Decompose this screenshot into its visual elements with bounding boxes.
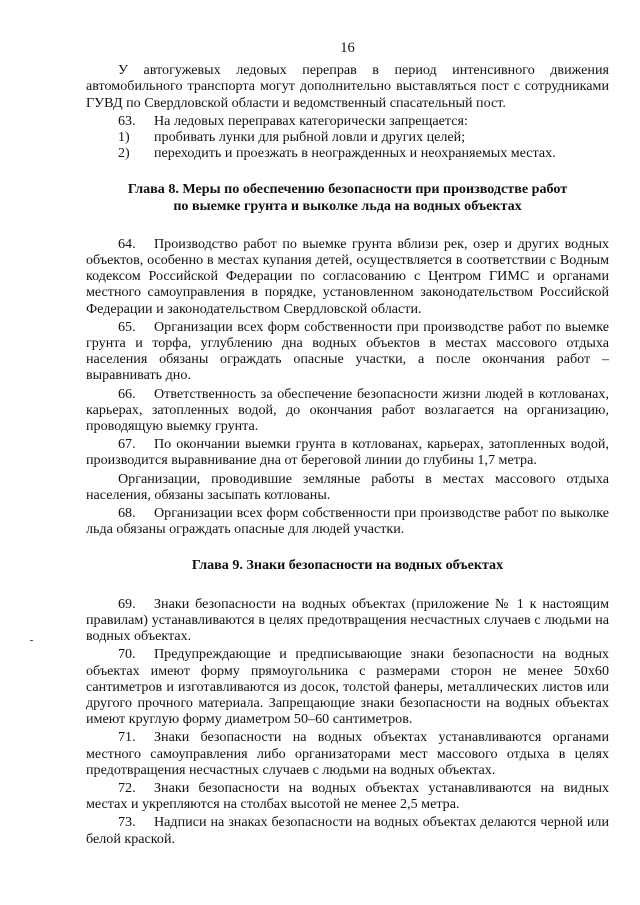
paragraph-text: Производство работ по выемке грунта вблизи рек, озер и других водных объектов, особенно в местах купания детей, осуществляется в соответствии с Водным кодексом Российской Федерации по согласованию с Центром ГИМС и органами местного самоуправления в порядке, установленном законодательством Российской Федерации и законодательством Свердловской области. bbox=[86, 235, 609, 317]
chapter-8-heading bbox=[86, 181, 609, 213]
paragraph-67 bbox=[86, 436, 609, 468]
paragraph-64 bbox=[86, 236, 609, 317]
margin-mark bbox=[30, 640, 33, 641]
paragraph-63 bbox=[86, 113, 609, 129]
paragraph-text: Ответственность за обеспечение безопасности жизни людей в котлованах, карьерах, затопленных водой, до окончания работ возлагается на организацию, проводящую выемку грунта. bbox=[86, 385, 609, 435]
paragraph-text: По окончании выемки грунта в котлованах, карьерах, затопленных водой, производится выравнивание дна от береговой линии до глубины 1,7 метра. bbox=[86, 436, 609, 469]
paragraph-67-continued: Организации, проводившие земляные работы в местах массового отдыха населения, обязаны засыпать котлованы. bbox=[86, 470, 609, 503]
paragraph-number: 65. bbox=[118, 318, 136, 335]
list-text: пробивать лунки для рыбной ловли и других целей; bbox=[154, 129, 466, 146]
paragraph-text: Знаки безопасности на водных объектах (приложение № 1 к настоящим правилам) устанавливаются в целях предотвращения несчастных случаев с людьми на водных объектах. bbox=[86, 595, 609, 645]
paragraph-66 bbox=[86, 386, 609, 435]
paragraph-65 bbox=[86, 319, 609, 384]
paragraph-number: 73. bbox=[118, 814, 136, 831]
chapter-9-title: Глава 9. Знаки безопасности на водных объектах bbox=[191, 557, 504, 574]
document-page bbox=[86, 40, 609, 847]
paragraph-71 bbox=[86, 729, 609, 778]
paragraph-number: 70. bbox=[118, 646, 136, 663]
paragraph-73 bbox=[86, 814, 609, 846]
chapter-9-heading bbox=[86, 557, 609, 573]
chapter-8-title-line-1: Глава 8. Меры по обеспечению безопасности при производстве работ bbox=[127, 181, 568, 198]
paragraph-text: Знаки безопасности на водных объектах устанавливаются органами местного самоуправления либо организаторами мест массового отдыха в целях предотвращения несчастных случаев с людьми на водных объектах. bbox=[86, 729, 609, 778]
paragraph-69 bbox=[86, 596, 609, 645]
paragraph-text: Надписи на знаках безопасности на водных объектах делаются черной или белой краской. bbox=[86, 814, 609, 847]
list-number: 1) bbox=[118, 129, 130, 146]
list-number: 2) bbox=[118, 145, 130, 162]
paragraph-72 bbox=[86, 780, 609, 812]
paragraph-number: 71. bbox=[118, 729, 136, 746]
paragraph-intro: У автогужевых ледовых переправ в период интенсивного движения автомобильного транспорта могут дополнительно выставляться пост с сотрудниками ГУВД по Свердловской области и ведомственный спасательный пост. bbox=[86, 62, 609, 111]
list-item-63-1 bbox=[86, 129, 609, 145]
paragraph-text: Организации всех форм собственности при производстве работ по выемке грунта и торфа, углублению дна водных объектов в местах массового отдыха населения обязаны ограждать опасные участки, а после окончания работ – выравнивать дно. bbox=[86, 318, 609, 384]
paragraph-number: 69. bbox=[118, 595, 136, 612]
paragraph-number: 68. bbox=[118, 505, 136, 522]
paragraph-text: На ледовых переправах категорически запрещается: bbox=[154, 112, 468, 129]
paragraph-number: 72. bbox=[118, 779, 136, 796]
list-item-63-2 bbox=[86, 145, 609, 161]
chapter-8-title-line-2: по выемке грунта и выколке льда на водных объектах bbox=[173, 197, 522, 214]
paragraph-68 bbox=[86, 505, 609, 537]
page-number: 16 bbox=[340, 40, 355, 56]
paragraph-text: Знаки безопасности на водных объектах устанавливаются на видных местах и укрепляются на столбах высотой не менее 2,5 метра. bbox=[86, 779, 609, 813]
paragraph-70 bbox=[86, 646, 609, 727]
paragraph-text: Предупреждающие и предписывающие знаки безопасности на водных объектах имеют форму прямоугольника с размерами сторон не менее 50х60 сантиметров и изготавливаются из досок, толстой фанеры, металлических листов или другого прочного материала. Запрещающие знаки безопасности на водных объектах имеют круглую форму диаметром 50–60 сантиметров. bbox=[86, 646, 609, 728]
paragraph-number: 66. bbox=[118, 385, 136, 402]
paragraph-number: 64. bbox=[118, 235, 136, 252]
paragraph-text: Организации всех форм собственности при производстве работ по выколке льда обязаны ограждать опасные для людей участки. bbox=[86, 505, 609, 538]
paragraph-number: 67. bbox=[118, 436, 136, 453]
list-text: переходить и проезжать в неогражденных и неохраняемых местах. bbox=[154, 145, 556, 162]
paragraph-number: 63. bbox=[118, 112, 136, 129]
